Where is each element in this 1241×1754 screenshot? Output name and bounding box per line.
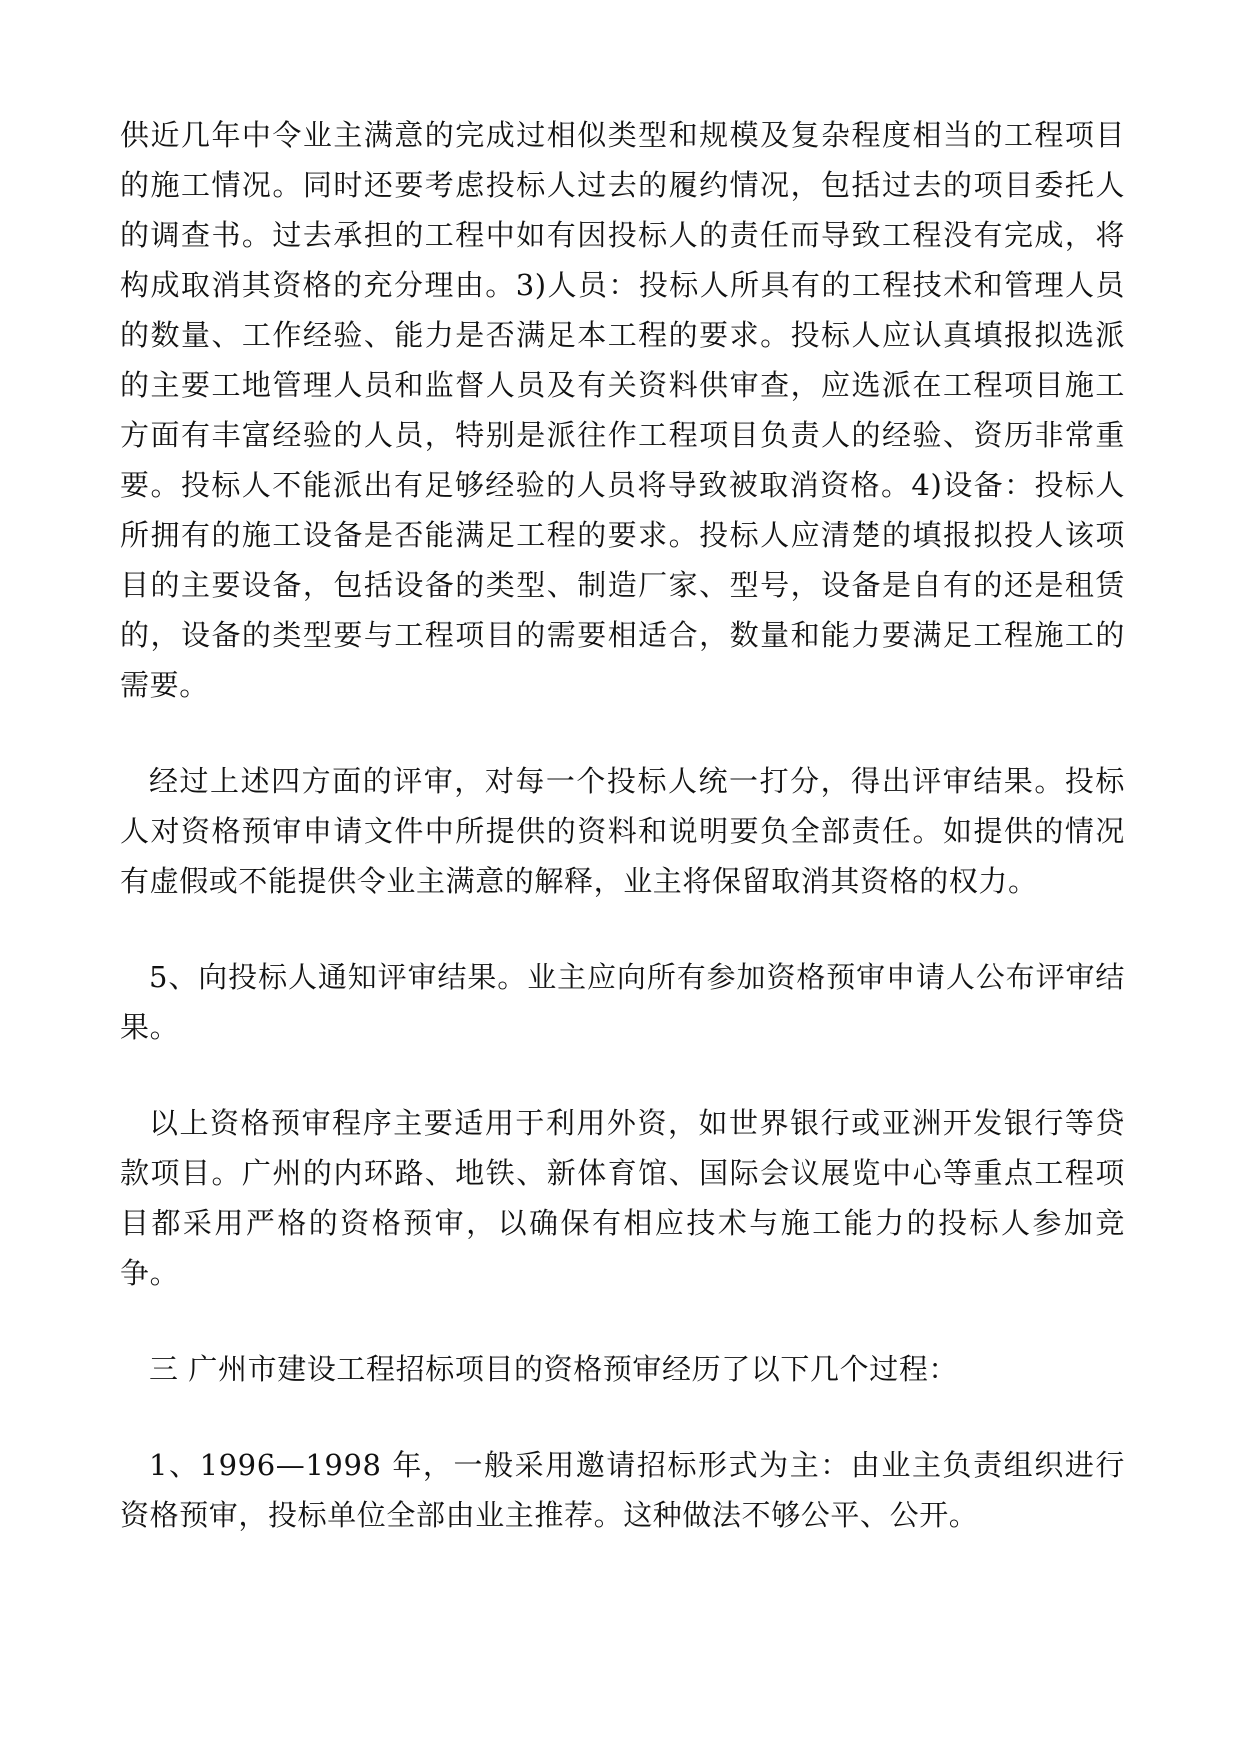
paragraph-1996-1998-stage: 1、1996—1998 年，一般采用邀请招标形式为主：由业主负责组织进行资格预审，投标单位全部由业主推荐。这种做法不够公平、公开。 <box>120 1448 1125 1532</box>
paragraph-scoring-results: 经过上述四方面的评审，对每一个投标人统一打分，得出评审结果。投标人对资格预审申请文件中所提供的资料和说明要负全部责任。如提供的情况有虚假或不能提供令业主满意的解释，业主将保留取消其资格的权力。 <box>120 764 1125 898</box>
paragraph-continued-evaluation-criteria: 供近几年中令业主满意的完成过相似类型和规模及复杂程度相当的工程项目的施工情况。同时还要考虑投标人过去的履约情况，包括过去的项目委托人的调查书。过去承担的工程中如有因投标人的责任而导致工程没有完成，将构成取消其资格的充分理由。3)人员：投标人所具有的工程技术和管理人员的数量、工作经验、能力是否满足本工程的要求。投标人应认真填报拟选派的主要工地管理人员和监督人员及有关资料供审查，应选派在工程项目施工方面有丰富经验的人员，特别是派往作工程项目负责人的经验、资历非常重要。投标人不能派出有足够经验的人员将导致被取消资格。4)设备：投标人所拥有的施工设备是否能满足工程的要求。投标人应清楚的填报拟投人该项目的主要设备，包括设备的类型、制造厂家、型号，设备是自有的还是租赁的，设备的类型要与工程项目的需要相适合，数量和能力要满足工程施工的需要。 <box>120 118 1125 702</box>
paragraph-foreign-loan-projects: 以上资格预审程序主要适用于利用外资，如世界银行或亚洲开发银行等贷款项目。广州的内环路、地铁、新体育馆、国际会议展览中心等重点工程项目都采用严格的资格预审，以确保有相应技术与施工能力的投标人参加竞争。 <box>120 1106 1125 1290</box>
section-heading-guangzhou-process: 三 广州市建设工程招标项目的资格预审经历了以下几个过程： <box>149 1352 959 1386</box>
paragraph-notify-results: 5、向投标人通知评审结果。业主应向所有参加资格预审申请人公布评审结果。 <box>120 960 1125 1044</box>
